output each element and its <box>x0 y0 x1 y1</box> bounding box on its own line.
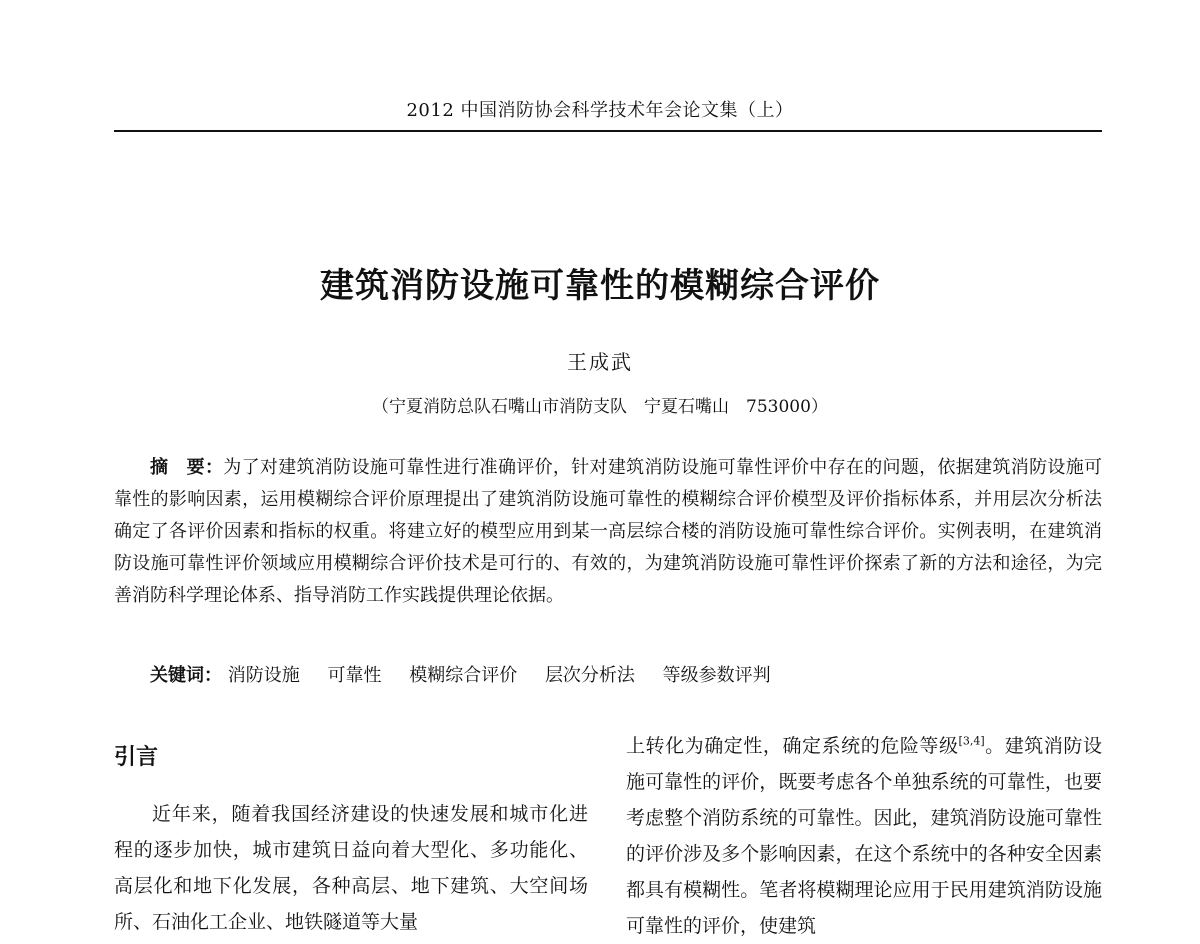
author-name: 王成武 <box>567 350 633 374</box>
abstract-label: 摘 要： <box>150 457 224 478</box>
keyword-item: 层次分析法 <box>544 665 635 686</box>
left-column <box>114 742 588 940</box>
intro-paragraph: 近年来，随着我国经济建设的快速发展和城市化进程的逐步加快，城市建筑日益向着大型化、多功能化、高层化和地下化发展，各种高层、地下建筑、大空间场所、石油化工企业、地铁隧道等大量 <box>114 803 588 933</box>
author-affiliation: （宁夏消防总队石嘴山市消防支队 宁夏石嘴山 753000） <box>372 397 828 417</box>
right-text-start: 上转化为确定性，确定系统的危险等级 <box>626 735 959 757</box>
right-paragraph <box>626 728 1102 944</box>
right-column <box>626 728 1102 944</box>
abstract <box>114 452 1102 612</box>
header-rule <box>114 130 1102 132</box>
keyword-item: 等级参数评判 <box>662 665 771 686</box>
abstract-text: 为了对建筑消防设施可靠性进行准确评价，针对建筑消防设施可靠性评价中存在的问题，依据建筑消防设施可靠性的影响因素，运用模糊综合评价原理提出了建筑消防设施可靠性的模糊综合评价模型及评价指标体系，并用层次分析法确定了各评价因素和指标的权重。将建立好的模型应用到某一高层综合楼的消防设施可靠性综合评价。实例表明，在建筑消防设施可靠性评价领域应用模糊综合评价技术是可行的、有效的，为建筑消防设施可靠性评价探索了新的方法和途径，为完善消防科学理论体系、指导消防工作实践提供理论依据。 <box>114 457 1103 606</box>
running-header: 2012 中国消防协会科学技术年会论文集（上） <box>406 100 794 121</box>
keywords <box>150 660 1102 692</box>
paper-title: 建筑消防设施可靠性的模糊综合评价 <box>320 266 880 306</box>
right-text-end: 。建筑消防设施可靠性的评价，既要考虑各个单独系统的可靠性，也要考虑整个消防系统的可靠性。因此，建筑消防设施可靠性的评价涉及多个影响因素，在这个系统中的各种安全因素都具有模糊性。笔者将模糊理论应用于民用建筑消防设施可靠性的评价，使建筑 <box>626 735 1102 937</box>
section-heading: 引言 <box>114 745 159 770</box>
keyword-item: 消防设施 <box>227 665 300 686</box>
keyword-item: 可靠性 <box>327 665 382 686</box>
keyword-item: 模糊综合评价 <box>409 665 518 686</box>
keywords-label: 关键词： <box>150 665 222 686</box>
citation-ref: [3,4] <box>958 734 985 748</box>
